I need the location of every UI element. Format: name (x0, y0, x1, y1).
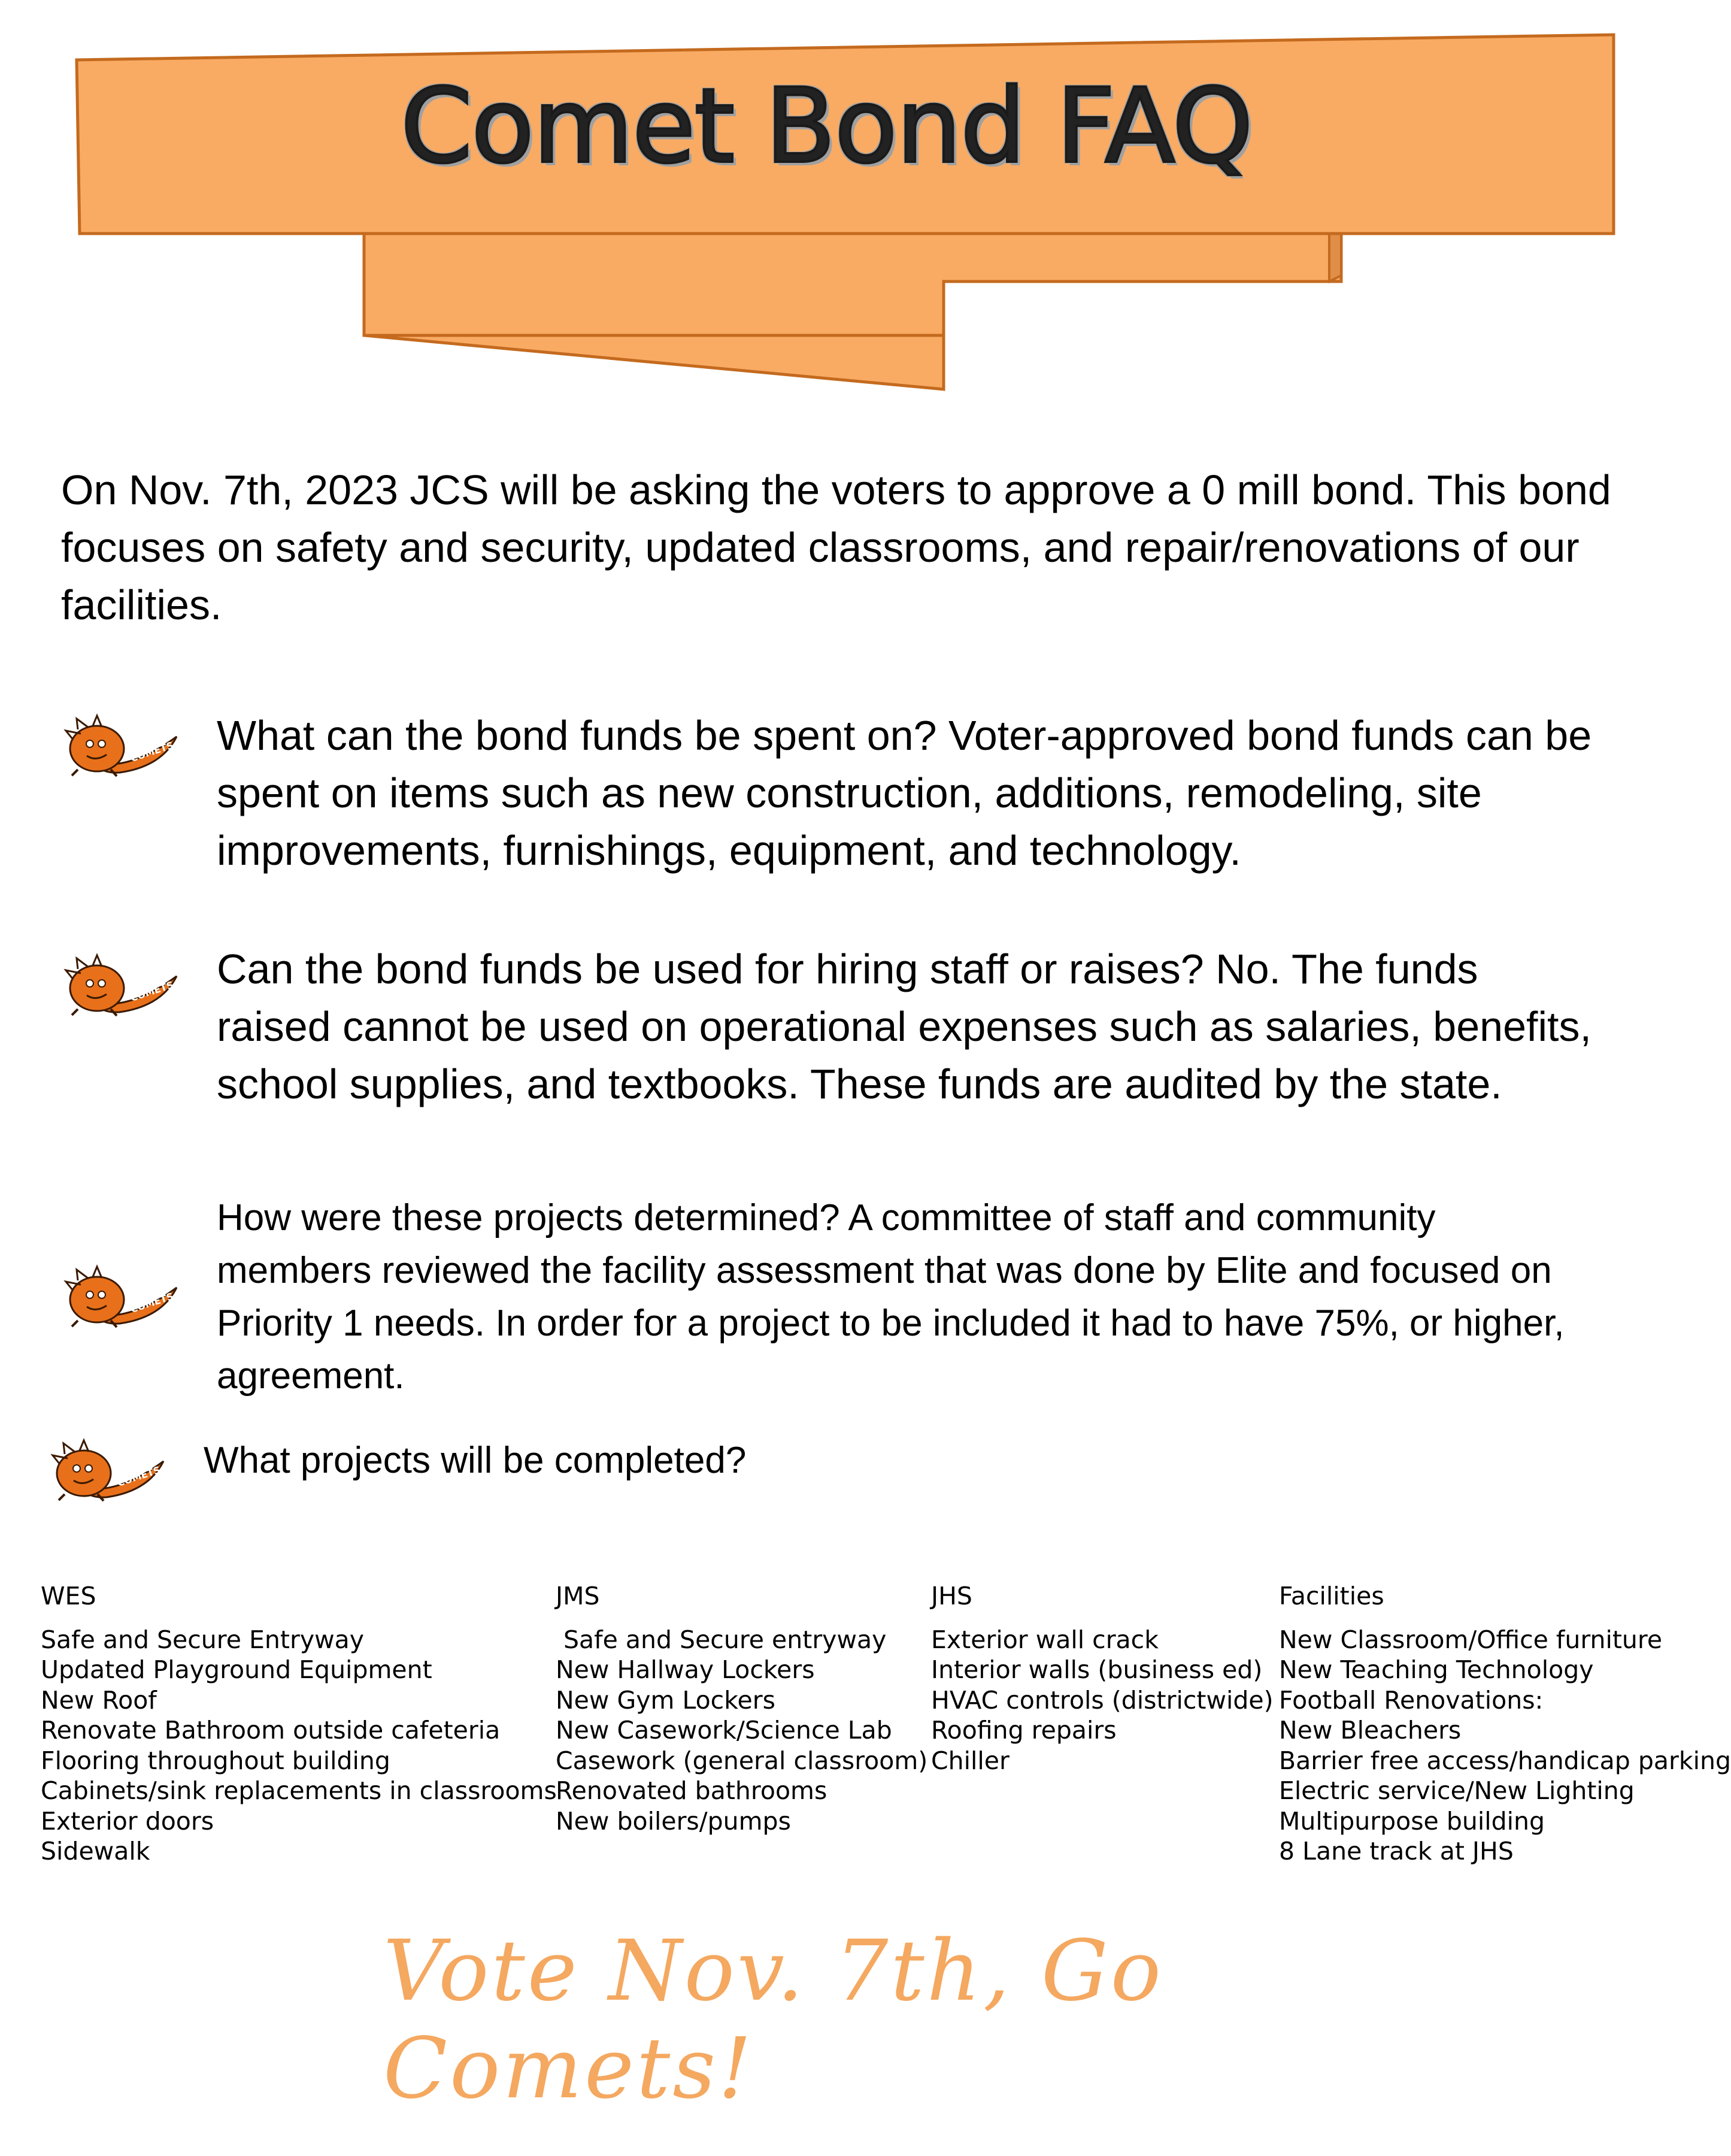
list-item: Exterior doors (41, 1806, 214, 1836)
projects-jhs (931, 1581, 1274, 1776)
column-heading: JMS (556, 1582, 600, 1610)
column-heading: Facilities (1279, 1582, 1384, 1610)
list-item: Cabinets/sink replacements in classrooms (41, 1776, 557, 1805)
list-item: Interior walls (business ed) (931, 1655, 1263, 1684)
list-item: Football Renovations: (1279, 1685, 1544, 1715)
list-item: Barrier free access/handicap parking (1279, 1746, 1731, 1775)
banner-fold (1329, 228, 1341, 281)
list-item: New Roof (41, 1685, 157, 1715)
list-item: 8 Lane track at JHS (1279, 1837, 1514, 1866)
column-heading: JHS (931, 1582, 972, 1610)
list-item: New Teaching Technology (1279, 1655, 1594, 1684)
list-item: New Classroom/Office furniture (1279, 1625, 1663, 1654)
list-item: Chiller (931, 1746, 1010, 1775)
faq-projects-determined: How were these projects determined? A committee of staff and community members reviewed the facility assessment that was done by Elite and focused on Priority 1 needs. In order for a project to be included it had to have 75%, or higher, agreement. (217, 1197, 1565, 1397)
column-heading: WES (41, 1582, 96, 1610)
faq-spent-on: What can the bond funds be spent on? Voter-approved bond funds can be spent on items such as new construction, additions, remodeling, site improvements, furnishings, equipment, and technology. (217, 712, 1592, 874)
list-item: New Hallway Lockers (556, 1655, 815, 1684)
list-item: Casework (general classroom) (556, 1746, 928, 1775)
title-banner (0, 0, 1665, 419)
list-item: New Bleachers (1279, 1716, 1462, 1745)
comet-mascot-icon (47, 1437, 166, 1503)
list-item: Safe and Secure Entryway (41, 1625, 365, 1654)
list-item: New Casework/Science Lab (556, 1716, 892, 1745)
comet-mascot-icon (60, 952, 180, 1018)
intro-paragraph: On Nov. 7th, 2023 JCS will be asking the voters to approve a 0 mill bond. This bond focuses on safety and security, updated classrooms, and repair/renovations of our facilities. (61, 467, 1611, 628)
list-item: Electric service/New Lighting (1279, 1776, 1635, 1805)
comet-mascot-icon (60, 1264, 180, 1330)
banner-tail-upper (364, 228, 1341, 335)
list-item: Roofing repairs (931, 1716, 1117, 1745)
list-item: Exterior wall crack (931, 1625, 1159, 1654)
faq-hiring-staff: Can the bond funds be used for hiring staff or raises? No. The funds raised cannot be used on operational expenses such as salaries, benefits, school supplies, and textbooks. These funds are audited by the state. (217, 946, 1591, 1107)
list-item: Updated Playground Equipment (41, 1655, 432, 1684)
faq-projects-completed: What projects will be completed? (204, 1440, 747, 1481)
list-item: New Gym Lockers (556, 1685, 775, 1715)
list-item: Multipurpose building (1279, 1806, 1545, 1836)
projects-jms (556, 1581, 927, 1836)
footer-slogan: Vote Nov. 7th, Go Comets! (383, 1922, 1164, 2118)
projects-wes (41, 1581, 557, 1867)
list-item: Renovate Bathroom outside cafeteria (41, 1716, 501, 1745)
list-item: HVAC controls (districtwide) (931, 1685, 1274, 1715)
comet-mascot-icon (60, 713, 180, 779)
list-item: Sidewalk (41, 1837, 150, 1866)
list-item: Renovated bathrooms (556, 1776, 827, 1805)
list-item: Safe and Secure entryway (556, 1625, 887, 1654)
page-title: Comet Bond FAQ (400, 66, 1253, 186)
list-item: New boilers/pumps (556, 1806, 791, 1836)
projects-facilities (1279, 1581, 1731, 1867)
list-item: Flooring throughout building (41, 1746, 390, 1775)
